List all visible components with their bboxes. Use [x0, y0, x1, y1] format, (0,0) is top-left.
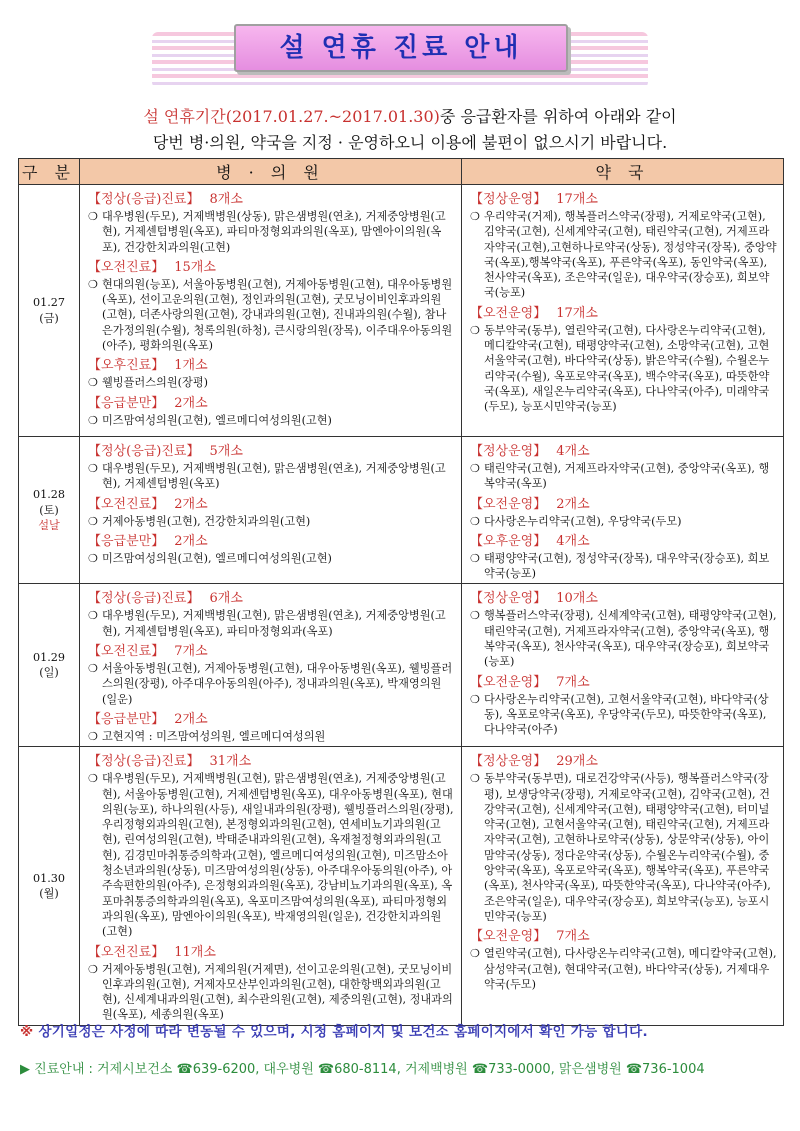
section-heading [88, 259, 455, 277]
section-heading [88, 711, 455, 729]
hospital-cell [80, 747, 462, 1025]
section-heading [88, 496, 455, 514]
contact-info: 진료안내 : 거제시보건소 ☎639-6200, 대우병원 ☎680-8114, 거제백병원 ☎733-0000, 맑은샘병원 ☎736-1004 [34, 1062, 705, 1077]
section-count: 7개소 [556, 674, 590, 690]
intro-line1: 중 응급환자를 위하여 아래와 같이 [439, 107, 677, 126]
section-title: 【정상(응급)진료】 [88, 754, 200, 770]
section-count: 6개소 [209, 591, 243, 607]
section-title: 【응급분만】 [88, 533, 165, 549]
section-title: 【정상운영】 [470, 754, 547, 770]
section-heading [470, 191, 777, 209]
bullet-icon: ❍ [88, 376, 98, 390]
section-heading [88, 590, 455, 608]
section-title: 【오전진료】 [88, 496, 165, 512]
facility-names: 태평양약국(고현), 정성약국(장목), 대우약국(장승포), 희보약국(능포) [484, 551, 770, 581]
bullet-icon: ❍ [470, 609, 480, 623]
date-value: 01.28 [32, 488, 66, 502]
day-of-week: (토) [39, 503, 59, 517]
intro-line2: 당번 병·의원, 약국을 지정 · 운영하오니 이용에 불편이 없으시기 바랍니다. [152, 133, 668, 152]
section-count: 4개소 [556, 533, 590, 549]
schedule-section [470, 496, 777, 529]
hospital-cell [80, 437, 462, 584]
facility-names: 대우병원(두모), 거제백병원(상동), 맑은샘병원(연초), 거제중앙병원(고현), 거제센텀병원(옥포), 파티마정형외과의원(옥포), 맘엔아이의원(옥포), 건강한치과의원(고현) [102, 210, 446, 254]
facility-names: 대우병원(두모), 거제백병원(고현), 맑은샘병원(연초), 거제중앙병원(고현), 서울아동병원(고현), 거제센텀병원(옥포), 대우아동병원(옥포), 현대의원(능포), 하나의원(사등), 새일내과의원(장평), 웰빙플러스의원(장평), 우리정형외과의원(고현), 본정형외과의원(고현), 연세비뇨기과의원(고현), 린여성의원(고현), 박태준내과의원(고현), 옥재철정형외과의원(고현), 김경민마취통증의학과(고현), 엘르메디여성의원(고현), 미즈맘소아청소년과의원(상동), 미즈맘여성의원(상동), 아주대우아동의원(아주), 아주속편한의원(아주), 은정형외과의원(옥포), 강남비뇨기과의원(옥포), 옥포마취통증의학과의원(옥포), 옥포미즈맘여성의원(옥포), 파티마정형외과의원(옥포), 맘엔아이의원(옥포), 박재영의원(일운), 건강한치과의원(고현) [102, 772, 454, 939]
title-banner [152, 24, 648, 96]
facility-list [470, 461, 777, 492]
facility-list [88, 729, 455, 744]
facility-list [88, 962, 455, 1023]
facility-list [88, 375, 455, 390]
schedule-section [88, 643, 455, 707]
facility-names: 미즈맘여성의원(고현), 엘르메디여성의원(고현) [102, 551, 332, 565]
schedule-section [88, 533, 455, 566]
section-title: 【정상운영】 [470, 192, 547, 207]
bullet-icon: ❍ [88, 210, 98, 223]
facility-list [88, 514, 455, 529]
section-heading [88, 443, 455, 461]
section-title: 【오전진료】 [88, 259, 165, 275]
bullet-icon: ❍ [88, 962, 98, 976]
intro-text [60, 104, 760, 156]
facility-list [470, 209, 777, 301]
bullet-icon: ❍ [88, 662, 98, 676]
schedule-section [88, 711, 455, 744]
section-title: 【응급분만】 [88, 395, 165, 411]
bullet-icon: ❍ [470, 462, 480, 475]
facility-list [470, 323, 777, 415]
section-heading [470, 674, 777, 692]
facility-list [88, 661, 455, 707]
table-row [19, 437, 784, 584]
facility-names: 태린약국(고현), 거제프라자약국(고현), 중앙약국(옥포), 행복약국(옥포) [484, 462, 770, 491]
bullet-icon: ❍ [88, 729, 98, 743]
section-heading [88, 753, 455, 771]
facility-names: 행복플러스약국(장평), 신세계약국(고현), 태평양약국(고현), 태린약국(고현), 거제프라자약국(고현), 중앙약국(옥포), 행복약국(옥포), 천사약국(옥포), 대우약국(장승포), 희보약국(능포) [484, 609, 777, 669]
schedule-section [470, 753, 777, 924]
facility-names: 다사랑온누리약국(고현), 고현서울약국(고현), 바다약국(상동), 옥포로약국(옥포), 우당약국(두모), 따뜻한약국(옥포), 다나약국(아주) [484, 692, 769, 737]
schedule-section [88, 590, 455, 639]
facility-list [470, 692, 777, 738]
bullet-icon: ❍ [470, 772, 480, 786]
facility-names: 현대의원(능포), 서울아동병원(고현), 거제아동병원(고현), 대우아동병원(옥포), 선이고운의원(고현), 정인과의원(고현), 굿모닝이비인후과의원(고현), 더존사랑의원(고현), 강내과의원(고현), 진내과의원(수월), 참나은가정의원(수월), 청록의원(하청), 큰시랑의원(장목), 이주대우아동의원(아주), 평화의원(옥포) [102, 277, 453, 353]
facility-list [470, 771, 777, 924]
bullet-icon: ❍ [470, 210, 480, 223]
page-title: 설 연휴 진료 안내 [279, 33, 523, 63]
schedule-section [470, 674, 777, 738]
section-heading [470, 928, 777, 946]
table-header-row [19, 159, 784, 185]
schedule-section [88, 357, 455, 390]
bullet-icon: ❍ [88, 772, 98, 786]
schedule-section [88, 395, 455, 428]
section-title: 【오전운영】 [470, 929, 547, 945]
footer-info [20, 1058, 780, 1077]
header-pharmacy: 약 국 [462, 159, 784, 185]
section-count: 7개소 [174, 644, 208, 660]
bullet-icon: ❍ [88, 514, 98, 528]
footer-note [20, 1020, 780, 1040]
section-title: 【정상(응급)진료】 [88, 192, 200, 207]
section-heading [470, 533, 777, 551]
section-count: 5개소 [209, 444, 243, 459]
facility-names: 서울아동병원(고현), 거제아동병원(고현), 대우아동병원(옥포), 웰빙플러스의원(장평), 아주대우아동의원(아주), 정내과의원(옥포), 박재영의원(일운) [102, 662, 453, 706]
section-title: 【정상(응급)진료】 [88, 444, 200, 459]
section-title: 【정상(응급)진료】 [88, 591, 200, 607]
facility-names: 대우병원(두모), 거제백병원(고현), 맑은샘병원(연초), 거제중앙병원(고현), 거제센텀병원(옥포), 파티마정형외과(옥포) [102, 609, 446, 638]
pharmacy-cell [462, 747, 784, 1025]
section-count: 2개소 [556, 496, 590, 512]
schedule-section [470, 590, 777, 669]
section-heading [470, 443, 777, 461]
intro-period: 설 연휴기간(2017.01.27.~2017.01.30) [143, 107, 440, 126]
section-heading [470, 305, 777, 323]
facility-list [88, 277, 455, 353]
facility-names: 동부약국(동부면), 대로건강약국(사등), 행복플러스약국(장평), 보생당약국(장평), 거제로약국(고현), 김약국(고현), 건강약국(고현), 신세계약국(고현), 태평양약국(고현), 터미널약국(고현), 고현서울약국(고현), 태린약국(고현), 거제프라자약국(고현), 고현하나로약국(상동), 상문약국(상동), 아이맘약국(상동), 정다운약국(상동), 수월온누리약국(수월), 중앙약국(옥포), 옥포로약국(옥포), 행복약국(옥포), 푸른약국(옥포), 천사약국(옥포), 따뜻한약국(옥포), 다나약국(아주), 조은약국(일운), 대우약국(장승포), 희보약국(능포), 능포시민약국(능포) [484, 772, 771, 923]
schedule-section [88, 259, 455, 353]
schedule-section [470, 533, 777, 582]
bullet-icon: ❍ [88, 609, 98, 623]
facility-names: 미즈맘여성의원(고현), 엘르메디여성의원(고현) [102, 413, 332, 427]
day-of-week: (월) [39, 886, 59, 900]
day-of-week: (일) [39, 666, 59, 680]
facility-names: 열린약국(고현), 다사랑온누리약국(고현), 메디칼약국(고현), 삼성약국(고현), 현대약국(고현), 바다약국(상동), 거제대우약국(두모) [484, 947, 777, 991]
date-cell [19, 185, 80, 437]
date-value: 01.27 [32, 296, 66, 310]
facility-names: 거제아동병원(고현), 거제의원(거제면), 선이고운의원(고현), 굿모닝이비인후과의원(고현), 거제자모산부인과의원(고현), 대한항백외과의원(고현), 신세계내과의원(고현), 최수관의원(고현), 제중의원(고현), 정내과의원(옥포), 세종의원(옥포) [102, 962, 453, 1022]
table-row [19, 185, 784, 437]
facility-names: 우리약국(거제), 행복플러스약국(장평), 거제로약국(고현), 김약국(고현), 신세계약국(고현), 태린약국(고현), 거제프라자약국(고현),고현하나로약국(상동), 정성약국(장목), 중앙약국(옥포),행복약국(옥포), 푸른약국(옥포), 동인약국(옥포), 천사약국(옥포), 조은약국(일운), 대우약국(장승포), 희보약국(능포) [484, 210, 777, 300]
bullet-icon: ❍ [88, 551, 98, 565]
schedule-section [470, 928, 777, 992]
section-title: 【오후운영】 [470, 533, 547, 549]
table-row [19, 584, 784, 747]
bullet-icon: ❍ [88, 277, 98, 291]
section-heading [88, 191, 455, 209]
schedule-section [88, 944, 455, 1023]
bullet-icon: ❍ [470, 514, 480, 528]
section-heading [470, 590, 777, 608]
arrow-right-icon: ▶ [20, 1062, 30, 1077]
section-title: 【오전진료】 [88, 944, 165, 960]
facility-names: 고현지역 : 미즈맘여성의원, 엘르메디여성의원 [102, 729, 326, 743]
table-row [19, 747, 784, 1025]
section-heading [470, 496, 777, 514]
schedule-table [18, 158, 784, 1026]
facility-list [470, 551, 777, 582]
bullet-icon: ❍ [470, 692, 480, 706]
section-count: 2개소 [174, 533, 208, 549]
facility-names: 동부약국(동부), 열린약국(고현), 다사랑온누리약국(고현), 메디칼약국(고현), 태평양약국(고현), 소망약국(고현), 고현서울약국(고현), 바다약국(상동), 밝은약국(수월), 수월온누리약국(수월), 옥포로약국(옥포), 백수약국(옥포), 따뜻한약국(옥포), 새일온누리약국(옥포), 다나약국(아주), 미래약국(두모), 능포시민약국(능포) [484, 323, 770, 414]
section-title: 【정상운영】 [470, 444, 547, 459]
section-count: 4개소 [556, 444, 590, 459]
section-title: 【정상운영】 [470, 591, 547, 607]
section-heading [88, 944, 455, 962]
section-heading [88, 643, 455, 661]
section-title: 【오전운영】 [470, 674, 547, 690]
schedule-section [88, 443, 455, 492]
date-cell [19, 747, 80, 1025]
holiday-label: 설날 [38, 518, 60, 532]
day-of-week: (금) [39, 311, 59, 325]
schedule-section [88, 496, 455, 529]
date-cell [19, 437, 80, 584]
hospital-cell [80, 584, 462, 747]
facility-list [470, 514, 777, 529]
facility-list [88, 771, 455, 939]
section-count: 1개소 [174, 358, 208, 374]
hospital-cell [80, 185, 462, 437]
facility-list [88, 209, 455, 255]
section-heading [88, 357, 455, 375]
section-title: 【응급분만】 [88, 711, 165, 727]
bullet-icon: ❍ [470, 323, 480, 337]
header-hospital: 병 · 의 원 [80, 159, 462, 185]
schedule-section [470, 443, 777, 492]
section-count: 2개소 [174, 395, 208, 411]
pharmacy-cell [462, 584, 784, 747]
section-count: 29개소 [556, 754, 598, 770]
title-box [234, 24, 568, 72]
section-count: 31개소 [209, 754, 252, 770]
section-title: 【오전운영】 [470, 305, 547, 321]
schedule-section [88, 753, 455, 939]
bullet-icon: ❍ [470, 551, 480, 565]
section-count: 15개소 [174, 259, 216, 275]
section-count: 7개소 [556, 929, 590, 945]
date-value: 01.29 [32, 651, 66, 665]
schedule-section [470, 191, 777, 301]
section-count: 17개소 [556, 192, 598, 207]
bullet-icon: ❍ [470, 947, 480, 961]
facility-list [88, 413, 455, 428]
bullet-icon: ❍ [88, 462, 98, 475]
section-count: 17개소 [556, 305, 598, 321]
section-count: 2개소 [174, 496, 208, 512]
section-count: 10개소 [556, 591, 598, 607]
section-count: 8개소 [209, 192, 243, 207]
header-category: 구 분 [19, 159, 80, 185]
note-text: 상기일정은 사정에 따라 변동될 수 있으며, 시청 홈페이지 및 보건소 홈페이지에서 확인 가능 합니다. [38, 1024, 648, 1040]
pharmacy-cell [462, 185, 784, 437]
schedule-section [88, 191, 455, 255]
schedule-section [470, 305, 777, 415]
facility-names: 거제아동병원(고현), 건강한치과의원(고현) [102, 514, 311, 528]
facility-list [470, 608, 777, 669]
date-cell [19, 584, 80, 747]
facility-names: 대우병원(두모), 거제백병원(고현), 맑은샘병원(연초), 거제중앙병원(고현), 거제센텀병원(옥포) [102, 462, 446, 491]
section-heading [88, 395, 455, 413]
facility-names: 다사랑온누리약국(고현), 우당약국(두모) [484, 514, 682, 528]
bullet-icon: ❍ [88, 413, 98, 427]
section-heading [470, 753, 777, 771]
facility-list [470, 946, 777, 992]
note-mark: ※ [20, 1024, 34, 1040]
section-title: 【오후진료】 [88, 358, 165, 374]
section-title: 【오전운영】 [470, 496, 547, 512]
section-count: 11개소 [174, 944, 216, 960]
facility-list [88, 608, 455, 639]
pharmacy-cell [462, 437, 784, 584]
section-heading [88, 533, 455, 551]
date-value: 01.30 [32, 871, 66, 885]
facility-list [88, 461, 455, 492]
section-title: 【오전진료】 [88, 644, 165, 660]
facility-names: 웰빙플러스의원(장평) [102, 376, 208, 390]
section-count: 2개소 [174, 711, 208, 727]
facility-list [88, 551, 455, 566]
